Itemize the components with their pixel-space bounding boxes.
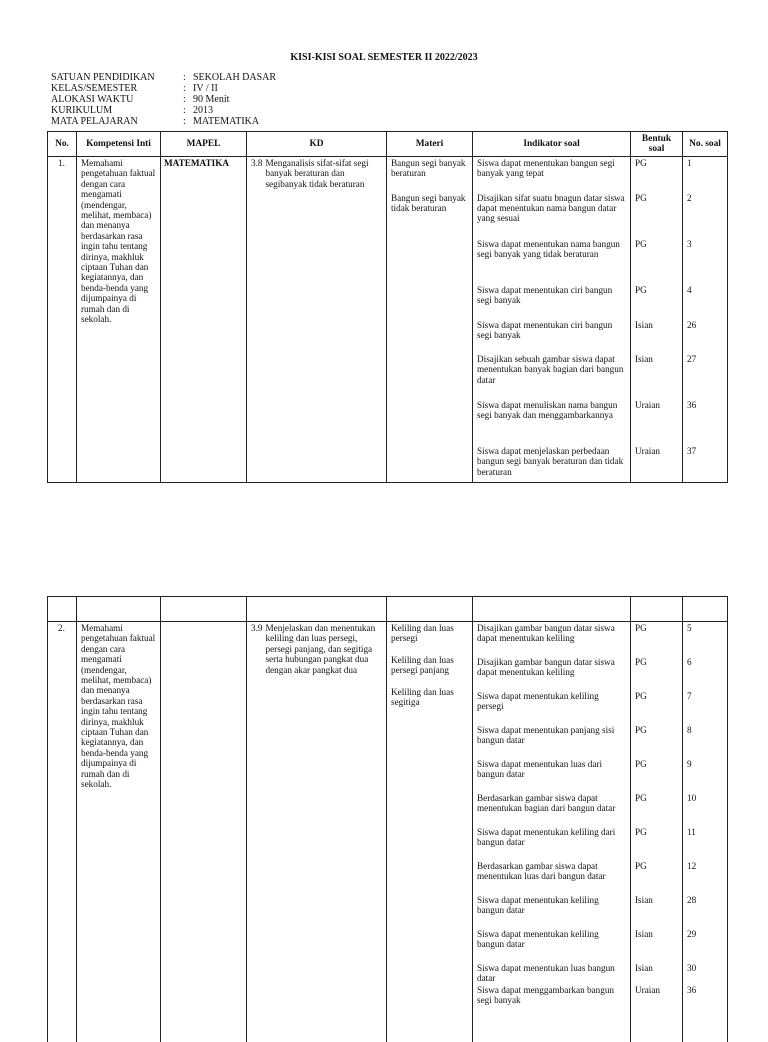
- no-soal-item: 26: [687, 319, 697, 330]
- bentuk-soal-item: PG: [635, 861, 647, 871]
- row-number: 1.: [48, 157, 77, 483]
- bentuk-soal-item: PG: [635, 725, 647, 735]
- no-soal-item: 1: [687, 158, 692, 168]
- bentuk-soal-item: Uraian: [635, 446, 660, 456]
- header-materi: Materi: [387, 132, 473, 157]
- no-soal-item: 36: [687, 985, 697, 995]
- indikator-item: Disajikan sebuah gambar siswa dapat menentukan banyak bagian dari bangun datar: [477, 354, 624, 385]
- header-bentuk-soal: Bentuk soal: [631, 132, 683, 157]
- table-row: [48, 157, 728, 483]
- meta-value: SEKOLAH DASAR: [193, 72, 277, 83]
- table-header-row: [48, 132, 728, 157]
- empty-cell: [77, 597, 161, 622]
- no-soal-item: 27: [687, 354, 697, 364]
- bentuk-soal-item: PG: [635, 793, 647, 803]
- kd-cell: [247, 157, 387, 483]
- bentuk-soal-item: Uraian: [635, 985, 660, 995]
- indikator-item: Siswa dapat menentukan keliling persegi: [477, 691, 599, 712]
- no-soal-item: 9: [687, 759, 692, 769]
- empty-cell: [161, 597, 247, 622]
- bentuk-soal-item: PG: [635, 623, 647, 633]
- meta-label: KURIKULUM: [51, 105, 113, 116]
- no-soal-item: 29: [687, 929, 697, 939]
- meta-label: MATA PELAJARAN: [51, 116, 138, 127]
- indikator-item: Disajikan gambar bangun datar siswa dapat menentukan keliling: [477, 657, 615, 678]
- no-soal-item: 2: [687, 192, 692, 203]
- indikator-item: Disajikan gambar bangun datar siswa dapat menentukan keliling: [477, 623, 615, 644]
- indikator-cell: [473, 157, 631, 483]
- bentuk-soal-item: PG: [635, 759, 647, 769]
- indikator-item: Siswa dapat menentukan nama bangun segi banyak yang tidak beraturan: [477, 238, 620, 259]
- empty-cell: [387, 597, 473, 622]
- indikator-item: Siswa dapat menentukan ciri bangun segi banyak: [477, 319, 613, 340]
- kd-content: [251, 623, 382, 675]
- meta-row: [51, 116, 276, 127]
- no-soal-item: 5: [687, 623, 692, 633]
- meta-row: [51, 72, 276, 83]
- no-soal-item: 6: [687, 657, 692, 667]
- indikator-item: Berdasarkan gambar siswa dapat menentukan bagian dari bangun datar: [477, 793, 616, 814]
- bentuk-soal-item: PG: [635, 158, 647, 168]
- meta-value: IV / II: [193, 83, 218, 94]
- table-row: [48, 622, 728, 1042]
- materi-item: Bangun segi banyak beraturan: [391, 158, 466, 179]
- kd-code: 3.9: [251, 623, 263, 633]
- bentuk-soal-item: PG: [635, 827, 647, 837]
- kd-code: 3.8: [251, 158, 263, 168]
- bentuk-soal-item: PG: [635, 238, 647, 249]
- no-soal-item: 3: [687, 238, 692, 249]
- kd-content: [251, 158, 382, 189]
- no-soal-cell: [683, 157, 728, 483]
- bentuk-soal-item: Isian: [635, 963, 653, 973]
- meta-label: ALOKASI WAKTU: [51, 94, 134, 105]
- header-kompetensi-inti: Kompetensi Inti: [77, 132, 161, 157]
- kd-text: Menganalisis sifat-sifat segi banyak beraturan dan segibanyak tidak beraturan: [265, 158, 369, 189]
- bentuk-soal-cell: [631, 622, 683, 1042]
- no-soal-item: 10: [687, 793, 697, 803]
- kd-text: Menjelaskan dan menentukan keliling dan luas persegi, persegi panjang, dan segitiga serta hubungan pangkat dua dengan akar pangkat dua: [265, 623, 376, 675]
- bentuk-soal-item: PG: [635, 657, 647, 667]
- materi-item: Keliling dan luas segitiga: [391, 686, 454, 708]
- no-soal-item: 12: [687, 861, 697, 871]
- bentuk-soal-item: Isian: [635, 354, 653, 364]
- no-soal-item: 37: [687, 446, 697, 456]
- kd-cell: [247, 622, 387, 1042]
- meta-value: 2013: [193, 105, 213, 116]
- materi-item: Keliling dan luas persegi panjang: [391, 654, 454, 676]
- meta-value: MATEMATIKA: [193, 116, 260, 127]
- mapel-cell: MATEMATIKA: [161, 157, 247, 483]
- kisi-kisi-table-1: [47, 131, 728, 483]
- bentuk-soal-item: Isian: [635, 319, 653, 330]
- materi-item: Keliling dan luas persegi: [391, 623, 454, 644]
- meta-colon: :: [183, 94, 186, 105]
- kompetensi-inti-cell: Memahami pengetahuan faktual dengan cara mengamati (mendengar, melihat, membaca) dan menanya berdasarkan rasa ingin tahu tentang dirinya, makhluk ciptaan Tuhan dan kegiatannya, dan benda-benda yang dijumpainya di rumah dan di sekolah.: [77, 157, 161, 483]
- meta-colon: :: [183, 105, 186, 116]
- no-soal-item: 28: [687, 895, 697, 905]
- indikator-item: Siswa dapat menggambarkan bangun segi banyak: [477, 985, 615, 1006]
- meta-value: 90 Menit: [193, 94, 230, 105]
- meta-colon: :: [183, 72, 186, 83]
- no-soal-item: 30: [687, 963, 697, 973]
- indikator-item: Siswa dapat menentukan bangun segi banyak yang tepat: [477, 158, 615, 179]
- indikator-item: Siswa dapat menentukan luas bangun datar: [477, 963, 615, 984]
- header-kd: KD: [247, 132, 387, 157]
- indikator-item: Siswa dapat menentukan luas dari bangun datar: [477, 759, 603, 780]
- no-soal-item: 36: [687, 400, 697, 410]
- no-soal-item: 11: [687, 827, 696, 837]
- bentuk-soal-cell: [631, 157, 683, 483]
- no-soal-cell: [683, 622, 728, 1042]
- indikator-item: Siswa dapat menentukan keliling bangun datar: [477, 929, 599, 950]
- empty-header-row: [48, 597, 728, 622]
- meta-label: SATUAN PENDIDIKAN: [51, 72, 155, 83]
- bentuk-soal-item: Isian: [635, 895, 653, 905]
- header-no: No.: [48, 132, 77, 157]
- empty-cell: [631, 597, 683, 622]
- bentuk-soal-item: Uraian: [635, 400, 660, 410]
- bentuk-soal-item: PG: [635, 285, 647, 295]
- row-number: 2.: [48, 622, 77, 1042]
- materi-cell: [387, 157, 473, 483]
- meta-colon: :: [183, 83, 186, 94]
- kisi-kisi-table-2: [47, 596, 728, 1042]
- bentuk-soal-item: PG: [635, 691, 647, 701]
- no-soal-item: 4: [687, 285, 692, 295]
- indikator-item: Siswa dapat menentukan ciri bangun segi banyak: [477, 285, 613, 306]
- materi-cell: [387, 622, 473, 1042]
- empty-cell: [48, 597, 77, 622]
- indikator-cell: [473, 622, 631, 1042]
- header-mapel: MAPEL: [161, 132, 247, 157]
- indikator-item: Siswa dapat menentukan keliling dari bangun datar: [477, 827, 616, 848]
- no-soal-item: 7: [687, 691, 692, 701]
- indikator-item: Disajikan sifat suatu bnagun datar siswa dapat menentukan nama bangun datar yang sesuai: [477, 192, 625, 224]
- indikator-item: Berdasarkan gambar siswa dapat menentukan luas dari bangun datar: [477, 861, 606, 882]
- bentuk-soal-item: Isian: [635, 929, 653, 939]
- indikator-item: Siswa dapat menjelaskan perbedaan bangun segi banyak beraturan dan tidak beraturan: [477, 446, 624, 477]
- header-indikator: Indikator soal: [473, 132, 631, 157]
- indikator-item: Siswa dapat menentukan keliling bangun datar: [477, 895, 599, 916]
- empty-cell: [247, 597, 387, 622]
- meta-row: [51, 94, 276, 105]
- indikator-item: Siswa dapat menuliskan nama bangun segi banyak dan menggambarkannya: [477, 400, 618, 421]
- header-no-soal: No. soal: [683, 132, 728, 157]
- meta-row: [51, 105, 276, 116]
- indikator-item: Siswa dapat menentukan panjang sisi bangun datar: [477, 725, 615, 746]
- no-soal-item: 8: [687, 725, 692, 735]
- meta-row: [51, 83, 276, 94]
- document-meta: [51, 72, 276, 127]
- meta-colon: :: [183, 116, 186, 127]
- bentuk-soal-item: PG: [635, 192, 647, 203]
- document-title: KISI-KISI SOAL SEMESTER II 2022/2023: [290, 52, 478, 63]
- empty-cell: [683, 597, 728, 622]
- materi-item: Bangun segi banyak tidak beraturan: [391, 192, 466, 214]
- empty-cell: [473, 597, 631, 622]
- mapel-cell: [161, 622, 247, 1042]
- meta-label: KELAS/SEMESTER: [51, 83, 138, 94]
- kompetensi-inti-cell: Memahami pengetahuan faktual dengan cara mengamati (mendengar, melihat, membaca) dan menanya berdasarkan rasa ingin tahu tentang dirinya, makhluk ciptaan Tuhan dan kegiatannya, dan benda-benda yang dijumpainya di rumah dan di sekolah.: [77, 622, 161, 1042]
